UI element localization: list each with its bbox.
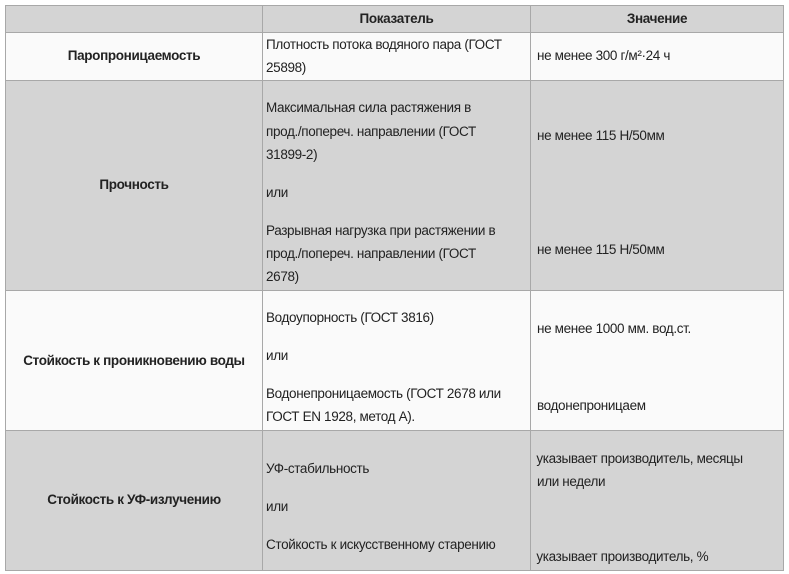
value-line: не менее 115 Н/50мм <box>537 242 665 257</box>
value-line: не менее 115 Н/50мм <box>537 128 665 143</box>
indicator-line: 31899-2) <box>266 147 318 162</box>
indicator-line: Стойкость к искусственному старению <box>266 537 496 552</box>
row-name: Паропроницаемость <box>67 48 201 63</box>
indicator-line: прод./попереч. направлении (ГОСТ <box>266 124 476 139</box>
indicator-line: или <box>266 348 288 363</box>
indicator-line: или <box>266 185 288 200</box>
indicator-line: Плотность потока водяного пара (ГОСТ <box>266 37 502 52</box>
indicator-line: 2678) <box>266 269 299 284</box>
row-name: Прочность <box>99 177 169 192</box>
value-line: или недели <box>537 474 606 489</box>
indicator-line: Водонепроницаемость (ГОСТ 2678 или <box>266 386 501 401</box>
indicator-line: прод./попереч. направлении (ГОСТ <box>266 246 476 261</box>
header-value: Значение <box>626 11 688 26</box>
value-line: указывает производитель, месяцы <box>533 451 743 466</box>
indicator-line: Водоупорность (ГОСТ 3816) <box>266 310 434 325</box>
value-line: не менее 300 г/м²·24 ч <box>537 48 671 63</box>
value-line: водонепроницаем <box>537 398 646 413</box>
header-indicator: Показатель <box>359 11 434 26</box>
indicator-line: или <box>266 499 288 514</box>
row-name: Стойкость к проникновению воды <box>23 353 245 368</box>
indicator-line: УФ-стабильность <box>266 461 370 476</box>
indicator-line: Разрывная нагрузка при растяжении в <box>266 223 496 238</box>
header-cell-empty <box>5 5 263 33</box>
indicator-line: Максимальная сила растяжения в <box>266 100 471 115</box>
indicator-line: 25898) <box>266 60 306 75</box>
indicator-line: ГОСТ EN 1928, метод А). <box>266 409 415 424</box>
row-name: Стойкость к УФ-излучению <box>47 492 221 507</box>
value-line: не менее 1000 мм. вод.ст. <box>537 321 691 336</box>
value-line: указывает производитель, % <box>533 549 709 564</box>
